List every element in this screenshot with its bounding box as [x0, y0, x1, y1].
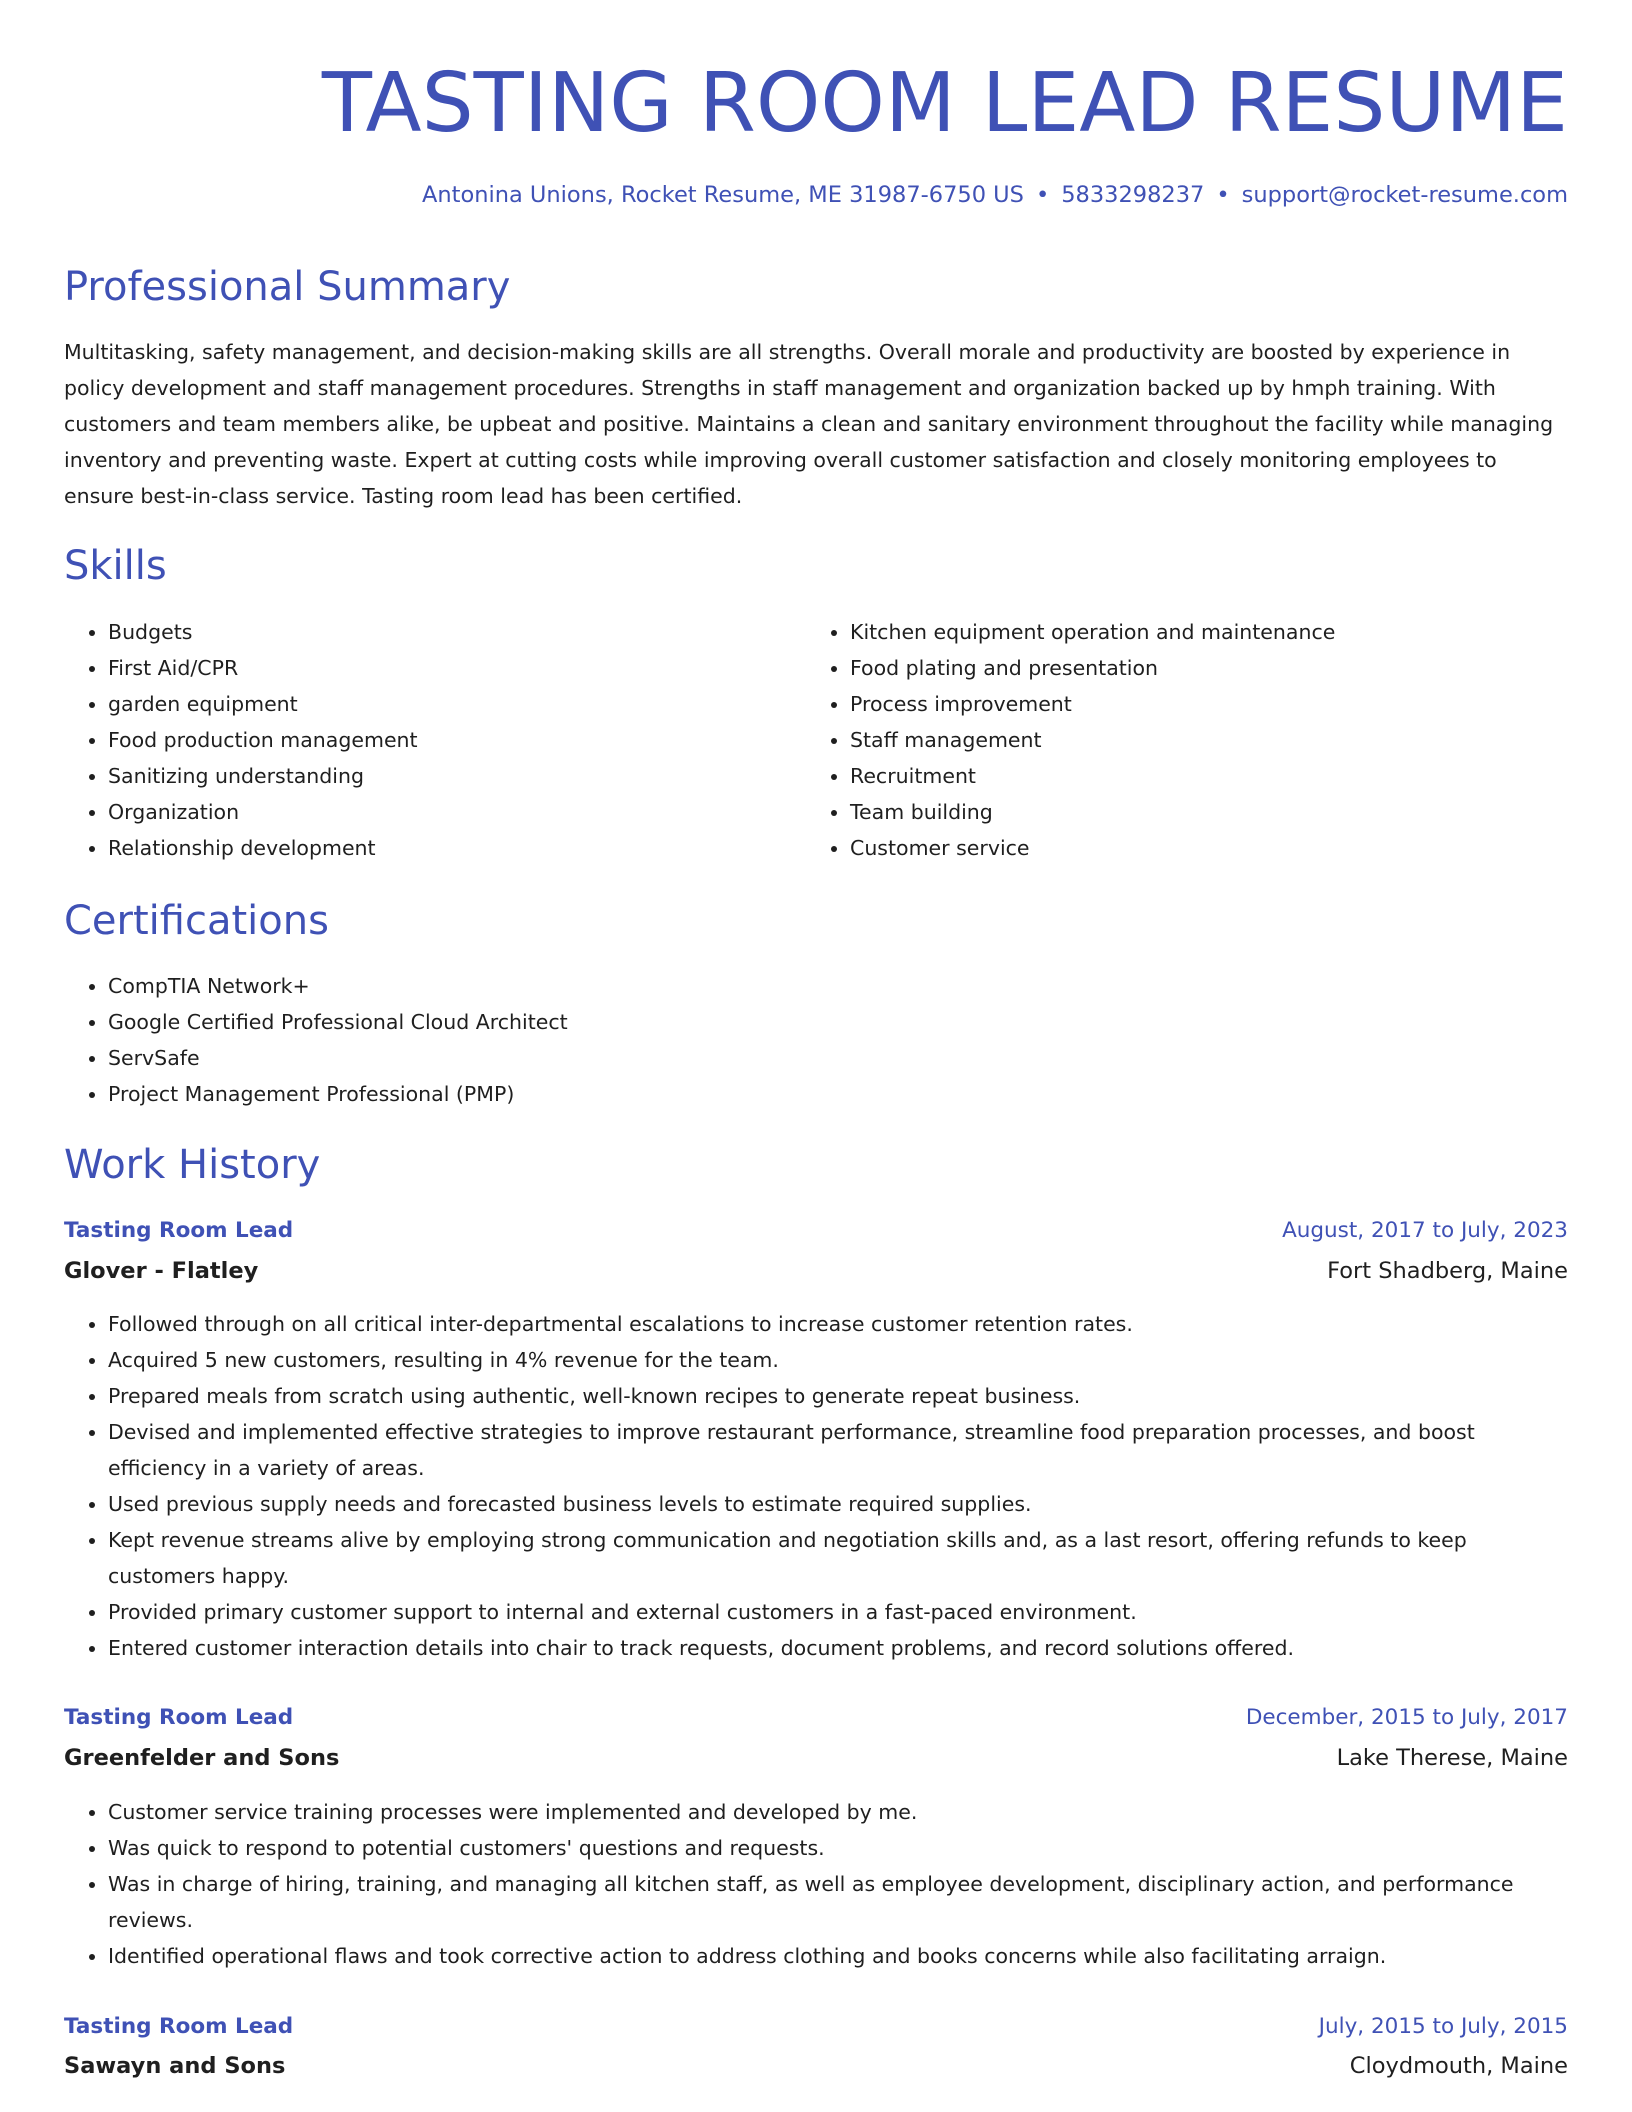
certifications-list	[64, 968, 1108, 1112]
job-bullets	[64, 1794, 1568, 1974]
skill-item: • Customer service	[850, 830, 1568, 866]
job-title: Tasting Room Lead	[64, 1705, 294, 1730]
job-dates: July, 2015 to July, 2015	[1318, 2014, 1568, 2039]
job-location: Lake Therese, Maine	[1336, 1745, 1568, 1771]
job-location: Fort Shadberg, Maine	[1327, 1258, 1568, 1284]
certification-item: • Project Management Professional (PMP)	[108, 1076, 1108, 1112]
certification-item: • CompTIA Network+	[108, 968, 1108, 1004]
skills-list-right	[806, 614, 1568, 866]
skill-item: • garden equipment	[108, 686, 748, 722]
job-bullets	[64, 1306, 1568, 1666]
job-dates: December, 2015 to July, 2017	[1245, 1705, 1568, 1730]
job-bullet: • Used previous supply needs and forecasted business levels to estimate required supplies.	[108, 1486, 1568, 1522]
job-bullet: • Identified operational flaws and took corrective action to address clothing and books concerns while also facilitating arraign.	[108, 1938, 1568, 1974]
job-title: Tasting Room Lead	[64, 2014, 294, 2039]
skill-item: • Recruitment	[850, 758, 1568, 794]
resume-title: TASTING ROOM LEAD RESUME	[321, 56, 1568, 151]
contact-separator: •	[1216, 182, 1230, 208]
job-location: Cloydmouth, Maine	[1349, 2053, 1568, 2079]
job-bullet: • Acquired 5 new customers, resulting in 4% revenue for the team.	[108, 1342, 1568, 1378]
skill-item: • Budgets	[108, 614, 748, 650]
contact-phone: 5833298237	[1061, 182, 1205, 208]
skill-item: • Organization	[108, 794, 748, 830]
skill-item: • Process improvement	[850, 686, 1568, 722]
skills-list-left	[64, 614, 748, 866]
contact-line	[422, 180, 1568, 210]
job-bullet: • Prepared meals from scratch using authentic, well-known recipes to generate repeat business.	[108, 1378, 1568, 1414]
certification-item: • ServSafe	[108, 1040, 1108, 1076]
section-heading-certifications: Certifications	[64, 898, 329, 944]
skill-item: • First Aid/CPR	[108, 650, 748, 686]
skill-item: • Relationship development	[108, 830, 748, 866]
skill-item: • Staff management	[850, 722, 1568, 758]
skill-item: • Sanitizing understanding	[108, 758, 748, 794]
job-bullet: • Kept revenue streams alive by employing strong communication and negotiation skills and, as a last resort, offering refunds to keep customers happy.	[108, 1522, 1568, 1594]
resume-page	[64, 0, 1568, 2112]
job-bullet: • Was quick to respond to potential customers' questions and requests.	[108, 1830, 1568, 1866]
certification-item: • Google Certified Professional Cloud Architect	[108, 1004, 1108, 1040]
skill-item: • Food production management	[108, 722, 748, 758]
section-heading-work-history: Work History	[64, 1142, 321, 1188]
skill-item: • Kitchen equipment operation and maintenance	[850, 614, 1568, 650]
job-company: Sawayn and Sons	[64, 2053, 286, 2079]
summary-text: Multitasking, safety management, and decision-making skills are all strengths. Overall morale and productivity are boosted by experience in policy development and staff management procedures. Strengths in staff management and organization backed up by hmph training. With customers and team members alike, be upbeat and positive. Maintains a clean and sanitary environment throughout the facility while managing inventory and preventing waste. Expert at cutting costs while improving overall customer satisfaction and closely monitoring employees to ensure best-in-class service. Tasting room lead has been certified.	[64, 340, 1554, 508]
job-bullet: • Was in charge of hiring, training, and managing all kitchen staff, as well as employee development, disciplinary action, and performance reviews.	[108, 1866, 1568, 1938]
job-company: Greenfelder and Sons	[64, 1745, 340, 1771]
skill-item: • Team building	[850, 794, 1568, 830]
job-bullet: • Provided primary customer support to internal and external customers in a fast-paced environment.	[108, 1594, 1568, 1630]
section-heading-skills: Skills	[64, 543, 167, 589]
skill-item: • Food plating and presentation	[850, 650, 1568, 686]
job-title: Tasting Room Lead	[64, 1218, 294, 1243]
job-bullet: • Followed through on all critical inter-departmental escalations to increase customer retention rates.	[108, 1306, 1568, 1342]
contact-email: support@rocket-resume.com	[1241, 182, 1568, 208]
job-bullet: • Customer service training processes were implemented and developed by me.	[108, 1794, 1568, 1830]
job-bullet: • Entered customer interaction details into chair to track requests, document problems, and record solutions offered.	[108, 1630, 1568, 1666]
contact-address: Antonina Unions, Rocket Resume, ME 31987-6750 US	[421, 182, 1024, 208]
job-company: Glover - Flatley	[64, 1258, 259, 1284]
section-heading-summary: Professional Summary	[64, 264, 511, 310]
job-bullet: • Devised and implemented effective strategies to improve restaurant performance, streamline food preparation processes, and boost efficiency in a variety of areas.	[108, 1414, 1568, 1486]
job-dates: August, 2017 to July, 2023	[1282, 1218, 1568, 1243]
contact-separator: •	[1035, 182, 1050, 208]
